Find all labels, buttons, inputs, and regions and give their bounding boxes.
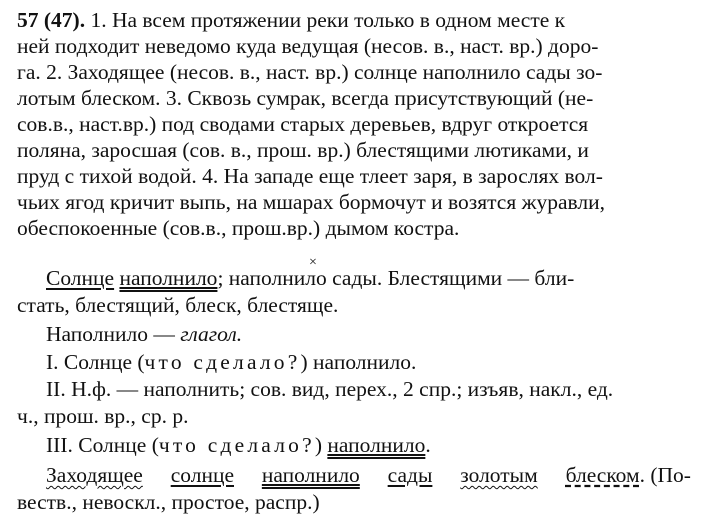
step-3-mid: ): [314, 433, 328, 457]
step-1-suffix: ) наполнило.: [300, 350, 417, 374]
exercise-line-3: га. 2. Заходящее (несов. в., наст. вр.) солнце наполнило сады зо-: [17, 60, 603, 84]
step-1-line: [46, 350, 691, 374]
sentence-tail: . (По-: [639, 463, 691, 487]
sentence-word: блеском: [565, 463, 640, 487]
exercise-line-9: обеспокоенные (сов.в., прош.вр.) дымом костра.: [17, 216, 460, 240]
exercise-line-6: поляна, заросшая (сов. в., прош. вр.) блестящими лютиками, и: [17, 138, 589, 162]
sentence-word: сады: [387, 463, 433, 487]
step-3-question: что сделало?: [158, 433, 315, 457]
step-1-question: что сделало?: [144, 350, 301, 374]
morpheme-mark-icon: ×: [309, 255, 317, 270]
pos-value: глагол.: [180, 322, 243, 346]
exercise-line-1: [17, 8, 691, 32]
exercise-line-4: лотым блеском. 3. Сквозь сумрак, всегда присутствующий (не-: [17, 86, 594, 110]
part-of-speech-line: [46, 322, 691, 346]
exercise-line-2: ней подходит неведомо куда ведущая (несов. в., наст. вр.) доро-: [17, 34, 599, 58]
exercise-text-line: 1. На всем протяжении реки только в одном месте к: [90, 8, 566, 32]
sentence-word: наполнило: [261, 463, 360, 487]
exercise-number: 57 (47).: [17, 8, 86, 32]
sentence-word: солнце: [170, 463, 234, 487]
step-2-line-1: II. Н.ф. — наполнить; сов. вид, перех., 2 спр.; изъяв, накл., ед.: [46, 377, 614, 401]
step-3-word: наполнило: [327, 433, 426, 457]
sentence-word: Заходящее: [46, 463, 143, 487]
analysis-line-2: стать, блестящий, блеск, блестяще.: [17, 293, 339, 317]
step-3-line: [46, 433, 691, 457]
subject-word: Солнце: [46, 266, 115, 290]
predicate-word: наполнило: [119, 266, 218, 290]
analysis-line-1: [46, 266, 691, 290]
exercise-line-7: пруд с тихой водой. 4. На западе еще тлеет заря, в зарослях вол-: [17, 164, 603, 188]
step-2-line-2: ч., прош. вр., ср. р.: [17, 404, 189, 428]
sentence-analysis-line: [46, 463, 691, 487]
final-line: веств., невоскл., простое, распр.): [17, 490, 320, 514]
exercise-line-5: сов.в., наст.вр.) под сводами старых деревьев, вдруг откроется: [17, 112, 589, 136]
sentence-word: золотым: [460, 463, 538, 487]
pos-label: Наполнило —: [46, 322, 175, 346]
step-3-end: .: [425, 433, 431, 457]
step-1-prefix: I. Солнце (: [46, 350, 145, 374]
step-3-prefix: III. Солнце (: [46, 433, 159, 457]
analysis-text: ; наполнило сады. Блестящими — бли-: [217, 266, 575, 290]
exercise-line-8: чьих ягод кричит выпь, на мшарах бормочут и возятся журавли,: [17, 190, 605, 214]
